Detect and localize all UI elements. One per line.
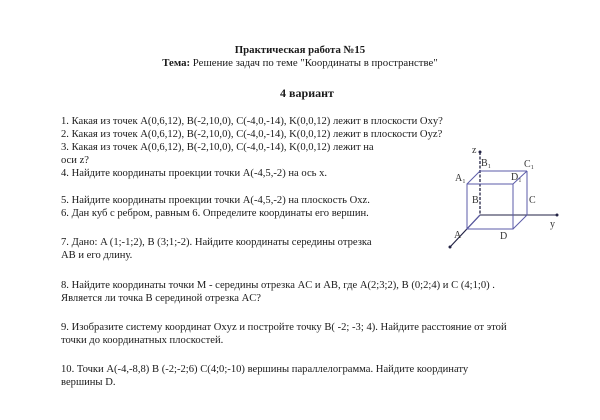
task-9-line-2: точки до координатных плоскостей. <box>61 335 224 346</box>
x-axis-arrow <box>449 246 452 249</box>
topic-text: Решение задач по теме "Координаты в пространстве" <box>190 57 438 69</box>
label-a: A <box>454 230 462 241</box>
task-2: 2. Какая из точек A(0,6,12), B(-2,10,0), C(-4,0,-14), K(0,0,12) лежит в плоскости Oyz? <box>61 129 443 140</box>
y-axis-arrow <box>556 214 559 217</box>
label-a1: A₁ <box>455 173 466 184</box>
label-d: D <box>500 231 508 242</box>
label-d1: D₁ <box>511 172 522 183</box>
task-3-line-1: 3. Какая из точек A(0,6,12), B(-2,10,0), C(-4,0,-14), K(0,0,12) лежит на <box>61 142 374 153</box>
label-y: y <box>550 219 555 230</box>
task-9-line-1: 9. Изобразите систему координат Oxyz и постройте точку B( -2; -3; 4). Найдите расстояние от этой <box>61 322 507 333</box>
task-1: 1. Какая из точек A(0,6,12), B(-2,10,0), C(-4,0,-14), K(0,0,12) лежит в плоскости Oxy? <box>61 116 443 127</box>
task-8-line-1: 8. Найдите координаты точки M - середины отрезка AC и AB, где A(2;3;2), B (0;2;4) и C (4;1;0) . <box>61 280 495 291</box>
label-b1: B₁ <box>481 158 492 169</box>
task-4: 4. Найдите координаты проекции точки A(-4,5,-2) на ось x. <box>61 168 328 179</box>
task-10-line-1: 10. Точки A(-4,-8,8) B (-2;-2;6) C(4;0;-10) вершины параллелограмма. Найдите координату <box>61 364 469 375</box>
task-8-line-2: Является ли точка B серединой отрезка AC? <box>61 293 261 304</box>
worksheet-topic <box>0 57 600 70</box>
label-z: z <box>472 145 477 156</box>
task-5: 5. Найдите координаты проекции точки A(-4,5,-2) на плоскость Oxz. <box>61 195 370 206</box>
edge-a-b <box>467 215 480 229</box>
topic-label: Тема: <box>162 57 191 69</box>
task-6: 6. Дан куб с ребром, равным 6. Определите координаты его вершин. <box>61 208 369 219</box>
variant-heading: 4 вариант <box>280 86 334 100</box>
edge-a1-b1 <box>467 171 480 184</box>
cube-figure <box>440 140 590 255</box>
task-10-line-2: вершины D. <box>61 377 116 388</box>
edge-d-c <box>513 215 527 229</box>
label-c1: C₁ <box>524 159 535 170</box>
task-7-line-2: AB и его длину. <box>61 250 133 261</box>
z-axis-arrow <box>479 151 482 154</box>
label-c: C <box>529 195 536 206</box>
label-b: B <box>472 195 479 206</box>
task-3-line-2: оси z? <box>61 155 89 166</box>
worksheet-title: Практическая работа №15 <box>234 44 366 56</box>
task-7-line-1: 7. Дано: A (1;-1;2), B (3;1;-2). Найдите координаты середины отрезка <box>61 237 372 248</box>
